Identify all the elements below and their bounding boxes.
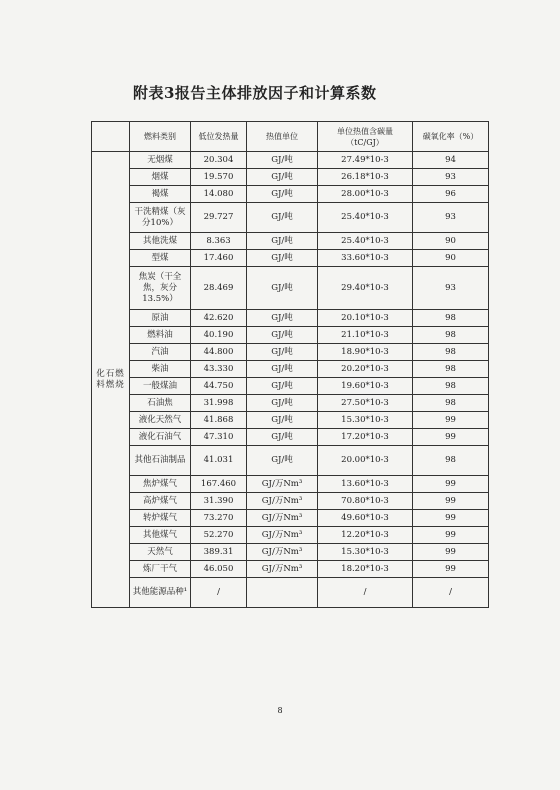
table-row: [92, 233, 489, 250]
table-row: [92, 544, 489, 561]
lhv-cell: 43.330: [191, 361, 247, 378]
fuel-type-cell: 液化天然气: [130, 412, 191, 429]
carbon-content-cell: 25.40*10-3: [318, 233, 413, 250]
fuel-type-cell: 天然气: [130, 544, 191, 561]
oxidation-rate-cell: 98: [413, 344, 489, 361]
carbon-content-cell: 20.00*10-3: [318, 446, 413, 476]
table-row: [92, 578, 489, 608]
fuel-type-cell: 其他石油制品: [130, 446, 191, 476]
oxidation-rate-cell: 99: [413, 561, 489, 578]
lhv-unit-cell: GJ/吨: [247, 361, 318, 378]
header-carbon-content: [318, 122, 413, 152]
lhv-cell: 52.270: [191, 527, 247, 544]
table-row: [92, 169, 489, 186]
oxidation-rate-cell: 93: [413, 169, 489, 186]
oxidation-rate-cell: 99: [413, 429, 489, 446]
table-row: [92, 361, 489, 378]
header-blank: [92, 122, 130, 152]
fuel-type-cell: 原油: [130, 310, 191, 327]
carbon-content-cell: 15.30*10-3: [318, 544, 413, 561]
lhv-cell: 40.190: [191, 327, 247, 344]
lhv-unit-cell: GJ/吨: [247, 233, 318, 250]
fuel-type-cell: 其他洗煤: [130, 233, 191, 250]
table-row: [92, 527, 489, 544]
header-carbon-content-line2: （tC/GJ）: [346, 137, 384, 147]
lhv-unit-cell: GJ/吨: [247, 203, 318, 233]
carbon-content-cell: 15.30*10-3: [318, 412, 413, 429]
lhv-unit-cell: GJ/吨: [247, 412, 318, 429]
header-carbon-content-line1: 单位热值含碳量: [337, 126, 393, 136]
lhv-unit-cell: GJ/万Nm³: [247, 510, 318, 527]
oxidation-rate-cell: /: [413, 578, 489, 608]
oxidation-rate-cell: 98: [413, 327, 489, 344]
fuel-type-cell: 焦炭（干全焦，灰分13.5%）: [130, 267, 191, 310]
carbon-content-cell: 20.20*10-3: [318, 361, 413, 378]
lhv-cell: 29.727: [191, 203, 247, 233]
fuel-type-cell: 焦炉煤气: [130, 476, 191, 493]
carbon-content-cell: /: [318, 578, 413, 608]
carbon-content-cell: 18.90*10-3: [318, 344, 413, 361]
table-row: [92, 250, 489, 267]
oxidation-rate-cell: 98: [413, 310, 489, 327]
lhv-cell: /: [191, 578, 247, 608]
table-row: [92, 310, 489, 327]
table-row: [92, 186, 489, 203]
oxidation-rate-cell: 98: [413, 446, 489, 476]
carbon-content-cell: 18.20*10-3: [318, 561, 413, 578]
oxidation-rate-cell: 93: [413, 267, 489, 310]
lhv-unit-cell: GJ/吨: [247, 446, 318, 476]
oxidation-rate-cell: 99: [413, 412, 489, 429]
lhv-cell: 19.570: [191, 169, 247, 186]
lhv-unit-cell: GJ/万Nm³: [247, 561, 318, 578]
lhv-cell: 47.310: [191, 429, 247, 446]
carbon-content-cell: 17.20*10-3: [318, 429, 413, 446]
table-row: [92, 152, 489, 169]
table-row: [92, 327, 489, 344]
lhv-unit-cell: [247, 578, 318, 608]
lhv-cell: 167.460: [191, 476, 247, 493]
oxidation-rate-cell: 98: [413, 395, 489, 412]
lhv-cell: 41.868: [191, 412, 247, 429]
lhv-cell: 17.460: [191, 250, 247, 267]
lhv-unit-cell: GJ/吨: [247, 152, 318, 169]
oxidation-rate-cell: 90: [413, 233, 489, 250]
carbon-content-cell: 20.10*10-3: [318, 310, 413, 327]
fuel-type-cell: 其他煤气: [130, 527, 191, 544]
fuel-type-cell: 炼厂干气: [130, 561, 191, 578]
lhv-unit-cell: GJ/万Nm³: [247, 493, 318, 510]
table-row: [92, 446, 489, 476]
oxidation-rate-cell: 90: [413, 250, 489, 267]
lhv-unit-cell: GJ/吨: [247, 344, 318, 361]
carbon-content-cell: 49.60*10-3: [318, 510, 413, 527]
fuel-type-cell: 其他能源品种¹: [130, 578, 191, 608]
table-body: [92, 152, 489, 608]
fuel-type-cell: 一般煤油: [130, 378, 191, 395]
fuel-type-cell: 汽油: [130, 344, 191, 361]
table-row: [92, 344, 489, 361]
fuel-type-cell: 型煤: [130, 250, 191, 267]
carbon-content-cell: 33.60*10-3: [318, 250, 413, 267]
table-row: [92, 429, 489, 446]
table-header-row: [92, 122, 489, 152]
lhv-cell: 44.800: [191, 344, 247, 361]
fuel-type-cell: 高炉煤气: [130, 493, 191, 510]
carbon-content-cell: 25.40*10-3: [318, 203, 413, 233]
oxidation-rate-cell: 96: [413, 186, 489, 203]
carbon-content-cell: 27.49*10-3: [318, 152, 413, 169]
oxidation-rate-cell: 98: [413, 361, 489, 378]
lhv-cell: 31.998: [191, 395, 247, 412]
oxidation-rate-cell: 93: [413, 203, 489, 233]
header-fuel-type: 燃料类别: [130, 122, 191, 152]
lhv-unit-cell: GJ/吨: [247, 378, 318, 395]
fuel-type-cell: 燃料油: [130, 327, 191, 344]
category-cell: 化石燃料燃烧: [92, 152, 130, 608]
carbon-content-cell: 19.60*10-3: [318, 378, 413, 395]
oxidation-rate-cell: 99: [413, 493, 489, 510]
table-row: [92, 561, 489, 578]
header-lhv: 低位发热量: [191, 122, 247, 152]
table-row: [92, 493, 489, 510]
carbon-content-cell: 28.00*10-3: [318, 186, 413, 203]
oxidation-rate-cell: 99: [413, 476, 489, 493]
lhv-cell: 46.050: [191, 561, 247, 578]
oxidation-rate-cell: 99: [413, 510, 489, 527]
lhv-unit-cell: GJ/吨: [247, 169, 318, 186]
page-number: 8: [277, 706, 283, 715]
fuel-type-cell: 柴油: [130, 361, 191, 378]
lhv-cell: 389.31: [191, 544, 247, 561]
lhv-cell: 20.304: [191, 152, 247, 169]
header-lhv-unit: 热值单位: [247, 122, 318, 152]
carbon-content-cell: 12.20*10-3: [318, 527, 413, 544]
table-row: [92, 203, 489, 233]
table-row: [92, 476, 489, 493]
lhv-unit-cell: GJ/吨: [247, 327, 318, 344]
lhv-unit-cell: GJ/万Nm³: [247, 476, 318, 493]
oxidation-rate-cell: 99: [413, 527, 489, 544]
fuel-type-cell: 石油焦: [130, 395, 191, 412]
fuel-type-cell: 干洗精煤（灰分10%）: [130, 203, 191, 233]
lhv-unit-cell: GJ/万Nm³: [247, 527, 318, 544]
fuel-type-cell: 褐煤: [130, 186, 191, 203]
carbon-content-cell: 27.50*10-3: [318, 395, 413, 412]
carbon-content-cell: 13.60*10-3: [318, 476, 413, 493]
lhv-cell: 44.750: [191, 378, 247, 395]
lhv-cell: 41.031: [191, 446, 247, 476]
lhv-unit-cell: GJ/吨: [247, 250, 318, 267]
carbon-content-cell: 21.10*10-3: [318, 327, 413, 344]
lhv-cell: 73.270: [191, 510, 247, 527]
oxidation-rate-cell: 98: [413, 378, 489, 395]
header-oxidation-rate: 碳氧化率（%）: [413, 122, 489, 152]
lhv-unit-cell: GJ/吨: [247, 310, 318, 327]
fuel-type-cell: 烟煤: [130, 169, 191, 186]
oxidation-rate-cell: 99: [413, 544, 489, 561]
lhv-cell: 8.363: [191, 233, 247, 250]
lhv-cell: 42.620: [191, 310, 247, 327]
emission-factor-table: [91, 121, 489, 608]
table-row: [92, 267, 489, 310]
lhv-unit-cell: GJ/万Nm³: [247, 544, 318, 561]
lhv-unit-cell: GJ/吨: [247, 395, 318, 412]
fuel-type-cell: 无烟煤: [130, 152, 191, 169]
lhv-unit-cell: GJ/吨: [247, 429, 318, 446]
table-row: [92, 510, 489, 527]
table-row: [92, 412, 489, 429]
lhv-cell: 28.469: [191, 267, 247, 310]
table-row: [92, 378, 489, 395]
fuel-type-cell: 液化石油气: [130, 429, 191, 446]
carbon-content-cell: 70.80*10-3: [318, 493, 413, 510]
table-row: [92, 395, 489, 412]
carbon-content-cell: 26.18*10-3: [318, 169, 413, 186]
lhv-unit-cell: GJ/吨: [247, 267, 318, 310]
oxidation-rate-cell: 94: [413, 152, 489, 169]
lhv-unit-cell: GJ/吨: [247, 186, 318, 203]
page-title: 附表3报告主体排放因子和计算系数: [133, 84, 377, 102]
lhv-cell: 31.390: [191, 493, 247, 510]
fuel-type-cell: 转炉煤气: [130, 510, 191, 527]
carbon-content-cell: 29.40*10-3: [318, 267, 413, 310]
lhv-cell: 14.080: [191, 186, 247, 203]
